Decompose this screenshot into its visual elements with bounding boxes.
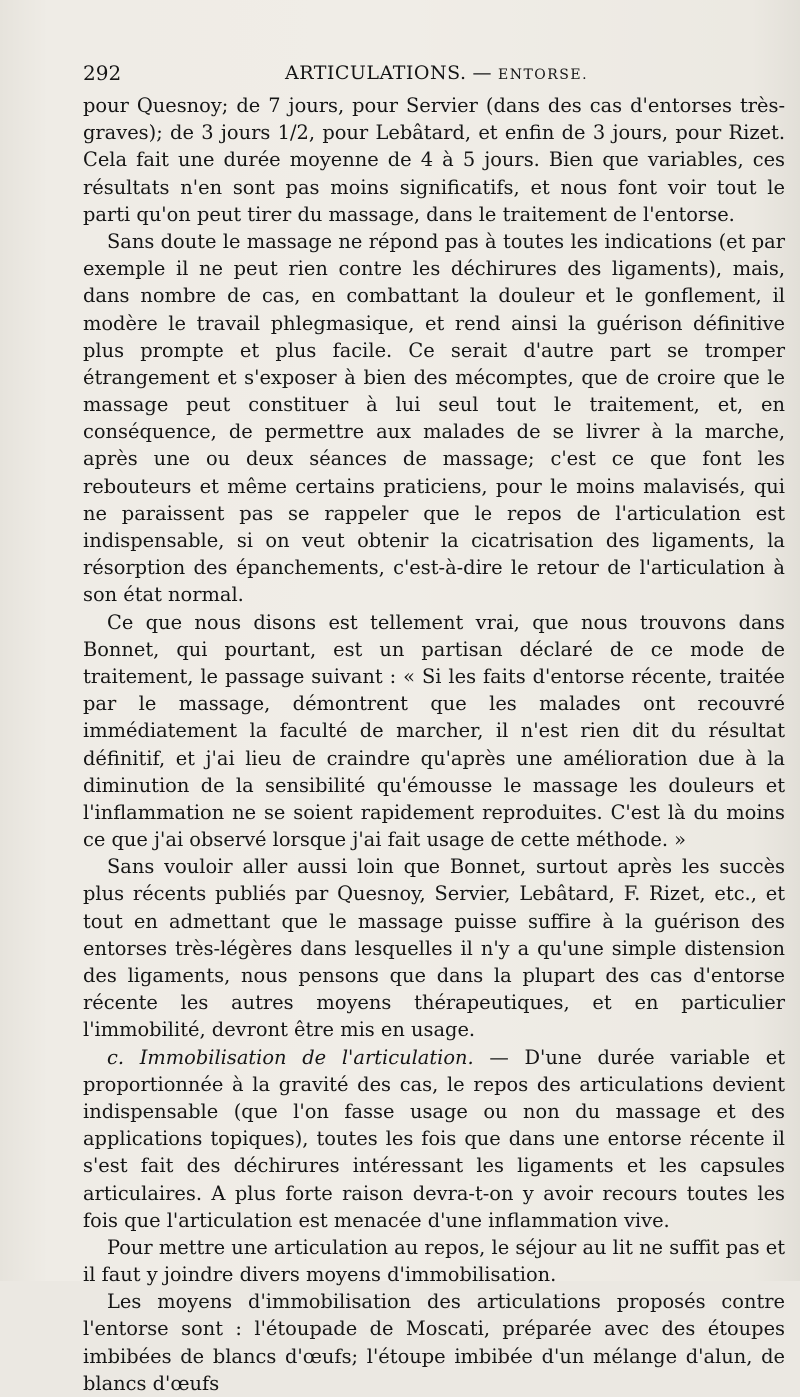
paragraph-5 <box>83 1044 785 1234</box>
paragraph-5-text: — D'une durée variable et proportionnée à la gravité des cas, le repos des articulations devient indispensable (que l'on fasse usage ou non du massage et des applications topiques), toutes les fois que dans une entorse récente il s'est fait des déchirures intéressant les ligaments et les capsules articulaires. A plus forte raison devra-t-on y avoir recours toutes les fois que l'articulation est menacée d'une inflammation vive. <box>83 1045 785 1232</box>
page-number: 292 <box>83 61 122 85</box>
paragraph-2: Sans doute le massage ne répond pas à toutes les indications (et par exemple il ne peut rien contre les déchirures des ligaments), mais, dans nombre de cas, en combattant la douleur et le gonflement, il modère le travail phlegmasique, et rend ainsi la guérison définitive plus prompte et plus facile. Ce serait d'autre part se tromper étrangement et s'exposer à bien des mécomptes, que de croire que le massage peut constituer à lui seul tout le traitement, et, en conséquence, de permettre aux malades de se livrer à la marche, après une ou deux séances de massage; c'est ce que font les rebouteurs et même certains praticiens, pour le moins malavisés, qui ne paraissent pas se rappeler que le repos de l'articulation est indispensable, si on veut obtenir la cicatrisation des ligaments, la résorption des épanchements, c'est-à-dire le retour de l'articulation à son état normal. <box>83 229 785 607</box>
section-title: ENTORSE. <box>497 67 589 83</box>
chapter-title: ARTICULATIONS. <box>285 62 467 84</box>
paragraph-6: Pour mettre une articulation au repos, le séjour au lit ne suffit pas et il faut y joindre divers moyens d'immobilisation. <box>83 1235 785 1287</box>
body-text <box>83 92 785 1397</box>
paragraph-7: Les moyens d'immobilisation des articulations proposés contre l'entorse sont : l'étoupade de Moscati, préparée avec des étoupes imbibées de blancs d'œufs; l'étoupe imbibée d'un mélange d'alun, de blancs d'œufs <box>83 1290 785 1395</box>
paragraph-1: pour Quesnoy; de 7 jours, pour Servier (dans des cas d'entorses très-graves); de 3 jours 1/2, pour Lebâtard, et enfin de 3 jours, pour Rizet. Cela fait une durée moyenne de 4 à 5 jours. Bien que variables, ces résultats n'en sont pas moins significatifs, et nous font voir tout le parti qu'on peut tirer du massage, dans le traitement de l'entorse. <box>83 94 785 226</box>
title-separator: — <box>472 62 492 84</box>
paragraph-4: Sans vouloir aller aussi loin que Bonnet, surtout après les succès plus récents publiés par Quesnoy, Servier, Lebâtard, F. Rizet, etc., et tout en admettant que le massage puisse suffire à la guérison des entorses très-légères dans lesquelles il n'y a qu'une simple distension des ligaments, nous pensons que dans la plupart des cas d'entorse récente les autres moyens thérapeutiques, et en particulier l'immobilité, devront être mis en usage. <box>83 855 785 1042</box>
running-title <box>285 58 588 90</box>
running-header <box>83 58 785 88</box>
paragraph-3: Ce que nous disons est tellement vrai, que nous trouvons dans Bonnet, qui pourtant, est un partisan déclaré de ce mode de traitement, le passage suivant : « Si les faits d'entorse récente, traitée par le massage, démontrent que les malades ont recouvré immédiatement la faculté de marcher, il n'est rien dit du résultat définitif, et j'ai lieu de craindre qu'après une amélioration due à la diminution de la sensibilité qu'émousse le massage les douleurs et l'inflammation ne se soient rapidement reproduites. C'est là du moins ce que j'ai observé lorsque j'ai fait usage de cette méthode. » <box>83 610 785 852</box>
section-heading-immobilisation: c. Immobilisation de l'articulation. <box>107 1045 474 1069</box>
